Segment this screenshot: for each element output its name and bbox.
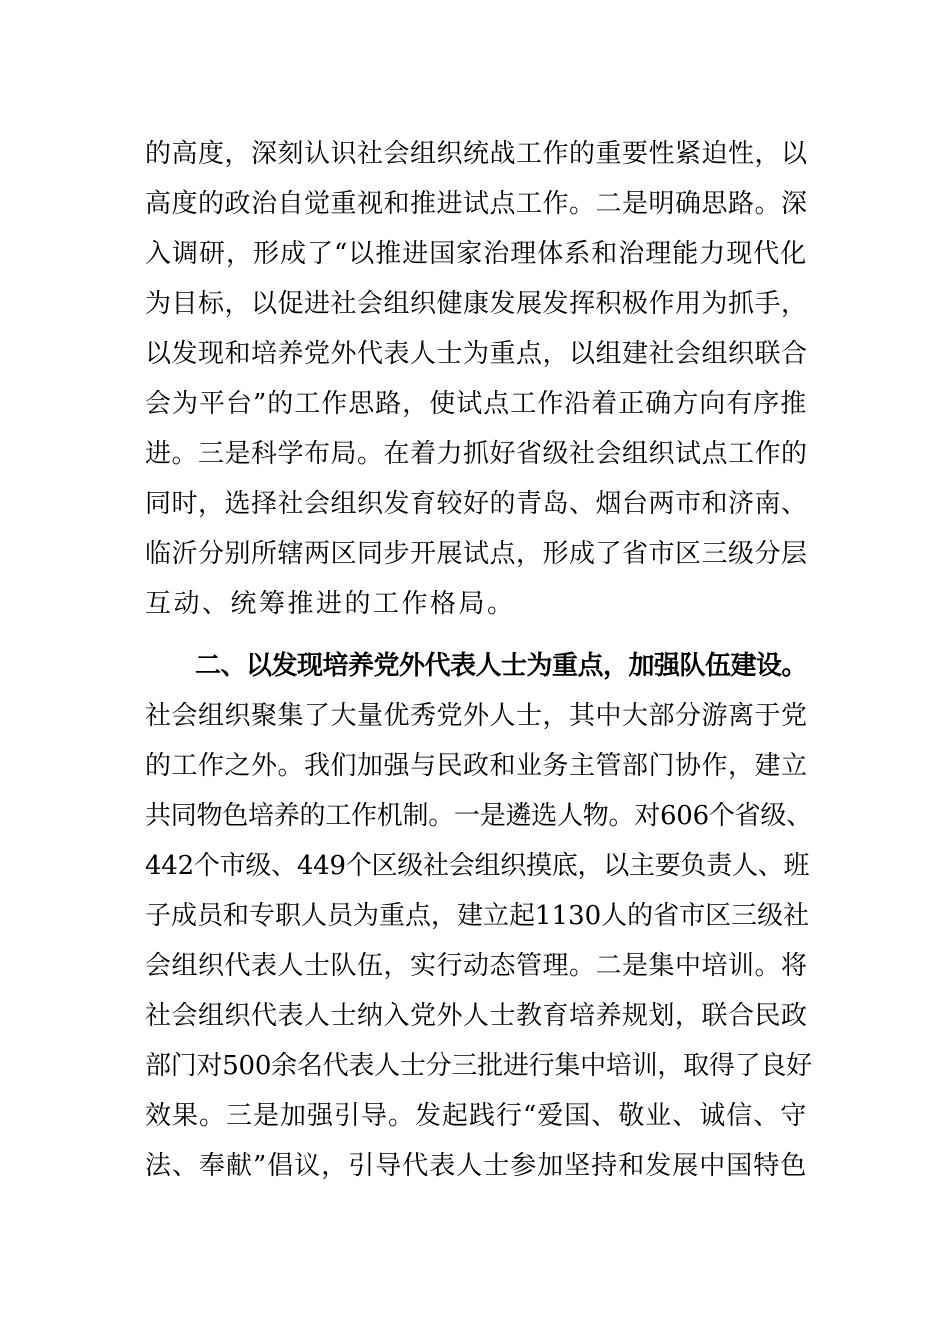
body-text-line: 442个市级、449个区级社会组织摸底，以主要负责人、班 <box>145 851 810 881</box>
body-text-line: 以发现和培养党外代表人士为重点，以组建社会组织联合 <box>145 339 808 369</box>
body-text-line: 入调研，形成了“以推进国家治理体系和治理能力现代化 <box>145 239 808 269</box>
body-text-line: 高度的政治自觉重视和推进试点工作。二是明确思路。深 <box>145 189 808 219</box>
body-text-line: 子成员和专职人员为重点，建立起1130人的省市区三级社 <box>145 901 810 931</box>
body-text-line: 社会组织聚集了大量优秀党外人士，其中大部分游离于党 <box>145 701 808 731</box>
body-text-line: 的工作之外。我们加强与民政和业务主管部门协作，建立 <box>145 751 808 781</box>
body-text-line: 效果。三是加强引导。发起践行“爱国、敬业、诚信、守 <box>145 1101 808 1131</box>
body-text-line: 的高度，深刻认识社会组织统战工作的重要性紧迫性，以 <box>145 139 808 169</box>
body-text-line: 互动、统筹推进的工作格局。 <box>145 589 516 619</box>
body-text-line: 社会组织代表人士纳入党外人士教育培养规划，联合民政 <box>145 1001 808 1031</box>
body-text-line: 共同物色培养的工作机制。一是遴选人物。对606个省级、 <box>145 801 812 831</box>
body-text-line: 临沂分别所辖两区同步开展试点，形成了省市区三级分层 <box>145 539 808 569</box>
body-text-line: 会组织代表人士队伍，实行动态管理。二是集中培训。将 <box>145 951 808 981</box>
body-text-line: 进。三是科学布局。在着力抓好省级社会组织试点工作的 <box>145 439 808 469</box>
body-text-line: 为目标，以促进社会组织健康发展发挥积极作用为抓手， <box>145 289 808 319</box>
body-text-line: 部门对500余名代表人士分三批进行集中培训，取得了良好 <box>145 1051 812 1081</box>
body-text-line: 会为平台”的工作思路，使试点工作沿着正确方向有序推 <box>145 389 808 419</box>
section-heading: 二、以发现培养党外代表人士为重点，加强队伍建设。 <box>195 651 808 681</box>
body-text-line: 法、奉献”倡议，引导代表人士参加坚持和发展中国特色 <box>145 1151 808 1181</box>
body-text-line: 同时，选择社会组织发育较好的青岛、烟台两市和济南、 <box>145 489 808 519</box>
